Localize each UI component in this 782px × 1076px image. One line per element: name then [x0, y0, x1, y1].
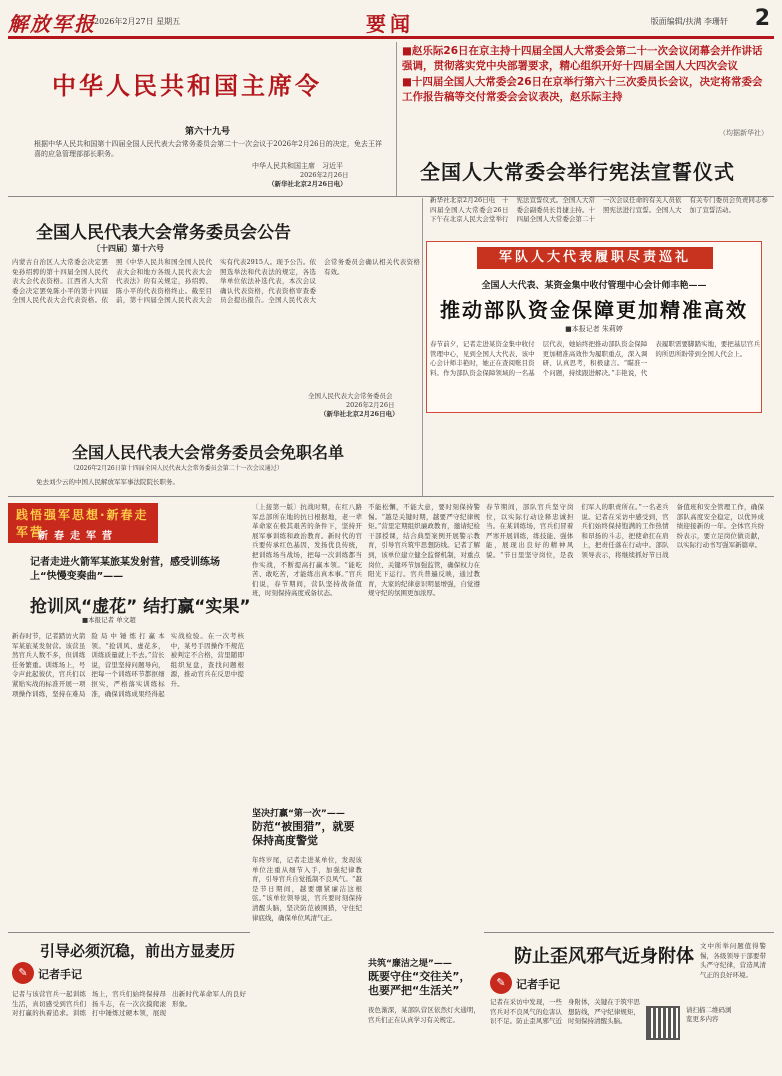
right-column-lower: 春节期间，部队官兵坚守岗位，以实际行动诠释忠诚担当。在某训练场，官兵们冒着严寒开展训练，练技能、强体能，展现出良好的精神风貌。“节日里坚守岗位，是我们军人的职责所在。”一名老兵说。记者在采访中感受到，官兵们始终保持饱满的工作热情和昂扬的斗志，把使命扛在肩上，把责任落在行动中。部队领导表示，将继续抓好节日战备值班和安全管理工作，确保部队高度安全稳定，以优异成绩迎接新的一年。全体官兵纷纷表示，要立足岗位做贡献，以实际行动书写强军新篇章。 — [486, 503, 764, 559]
bottom-right-body-2: 文中所举问题值得警惕，各级领导干部要带头严守纪律，营造风清气正的良好环境。 — [700, 942, 766, 979]
soldier-banner — [8, 503, 158, 543]
xinhua-note: （均据新华社） — [719, 129, 768, 137]
military-title: 推动部队资金保障更加精准高效 — [440, 298, 748, 322]
side-headline-1: 防范“被围猎”，就要保持高度警觉 — [252, 820, 355, 847]
decree-body: 根据中华人民共和国第十四届全国人民代表大会常务委员会第二十一次会议于2026年2月26日的决定，免去王祥喜的应急管理部部长职务。 — [34, 140, 382, 158]
bottom-right-body: 记者在采访中发现，一些官兵对不良风气的危害认识不足。防止歪风邪气近身附体，关键在于筑牢思想防线，严守纪律规矩，时刻保持清醒头脑。 — [490, 998, 640, 1026]
announcement-issuer: 全国人民代表大会常务委员会 — [308, 392, 393, 400]
middle-column-1b: 年终岁尾，记者走进某单位，发现该单位注重从细节入手，加强纪律教育，引导官兵自觉抵制不良风气。“越是节日期间，越要绷紧廉洁这根弦。”该单位领导说，官兵要时刻保持清醒头脑，坚决防范被围猎，守住纪律底线，确保单位风清气正。 — [252, 856, 362, 922]
announcement-number: 〔十四届〕第十六号 — [92, 243, 164, 253]
middle-column-2: 不能松懈，不能大意，要时刻保持警惕。“越是关键时期，越要严守纪律规矩。”营里定期组织廉政教育，邀请纪检干部授课，结合典型案例开展警示教育，引导官兵筑牢思想防线。记者了解到，该单位建立健全监督机制，对重点岗位、关键环节加强监管，确保权力在阳光下运行。官兵普遍反映，通过教育，大家的纪律意识明显增强，自觉遵规守纪的氛围更加浓厚。 — [368, 503, 480, 598]
rule-mid — [8, 496, 774, 497]
issue-date: 2026年2月27日 星期五 — [94, 17, 181, 26]
decree-date: 2026年2月26日 — [300, 171, 349, 179]
announcement-source: （新华社北京2月26日电） — [320, 410, 399, 418]
decree-title: 中华人民共和国主席令 — [52, 72, 322, 100]
rule-vertical-mid — [422, 198, 423, 496]
writer-label-left: 记者手记 — [38, 968, 82, 981]
decree-number: 第六十九号 — [185, 127, 231, 137]
soldier-banner-sub: 新春走军营 — [38, 531, 118, 542]
headline-zhao-2: ■十四届全国人大常委会26日在京举行第六十三次委员长会议，决定将常委会工作报告稿等交付常委会会议表决，赵乐际主持 — [402, 76, 763, 103]
constitution-headline: 全国人大常委会举行宪法宣誓仪式 — [420, 160, 735, 184]
rule-vertical-top — [396, 42, 397, 196]
soldier-body: 新春时节，记者踏访火箭军某旅某发射营。该营虽然官兵人数不多，但训练任务繁重。训练场上，号令声此起彼伏，官兵们以紧贴实战的标准开展一项项操作训练，坚持在难局险局中锤炼打赢本领。“抢训风、虚花多，训练质量就上不去。”营长说，营里坚持问题导向，把每一个训练环节都抠细抠实，严格落实训练标准，确保训练成果经得起实战检验。在一次考核中，某号手因操作不规范被判定不合格，营里随即组织复盘，查找问题根源，推动官兵在反思中提升。 — [12, 632, 244, 698]
side-subhead-1: 坚决打赢“第一次”—— — [252, 809, 345, 819]
military-body: 春节前夕，记者走进某资金集中收付管理中心，见到全国人大代表、该中心会计师丰艳时，她正在查阅账目资料。作为部队资金保障领域的一名基层代表，她始终把推动部队资金保障更加精准高效作为履职重点，深入调研、认真思考，积极建言。“瞄准一个问题，持续跟进解决。”丰艳说，代表履职需要脚踏实地，要把基层官兵的所思所盼带到全国人代会上。 — [430, 340, 760, 377]
removal-body: 免去刘少云的中国人民解放军军事法院院长职务。 — [36, 478, 179, 486]
soldier-intro: 记者走进火箭军某旅某发射营，感受训练场上“快慢变奏曲”—— — [30, 557, 220, 582]
newspaper-logo: 解放军报 — [8, 12, 96, 36]
headline-zhao-1: ■赵乐际26日在京主持十四届全国人大常委会第二十一次会议闭幕会并作讲话强调，贯彻落实党中央部署要求，精心组织开好十四届全国人大四次会议 — [402, 45, 763, 72]
middle-column-2b: 夜色渐深，某部队营区依然灯火通明，官兵们正在认真学习有关规定。 — [368, 1006, 480, 1024]
pen-icon-right: ✎ — [490, 972, 512, 994]
masthead — [8, 6, 774, 36]
military-subtitle: 全国人大代表、某资金集中收付管理中心会计师丰艳—— — [481, 281, 707, 291]
constitution-body: 新华社北京2月26日电 十四届全国人大常委会26日下午在北京人民大会堂举行宪法宣誓仪式。全国人大常委会副委员长肖捷主持。十四届全国人大常委会第二十一次会议任命的有关人员依照宪法进行宣誓。全国人大有关专门委员会负责同志参加了宣誓活动。 — [430, 196, 768, 224]
bottom-right-headline: 防止歪风邪气近身附体 — [514, 946, 694, 967]
military-byline: ■本报记者 朱莉婷 — [565, 325, 623, 333]
bottom-left-body: 记者与该营官兵一起训练生活，真切感受到官兵们对打赢的执着追求。训练场上，官兵们始终保持昂扬斗志，在一次次摸爬滚打中锤炼过硬本领，展现出新时代革命军人的良好形象。 — [12, 990, 246, 1018]
soldier-banner-main: 践悟强军思想·新春走军营 — [16, 508, 149, 539]
page-editor: 版面编辑/扶满 李珊轩 — [650, 17, 728, 26]
announcement-body: 内蒙古自治区人大常委会决定罢免孙绍骋的第十四届全国人民代表大会代表资格。江西省人大常委会决定罢免陈小平的第十四届全国人民代表大会代表资格。依照《中华人民共和国全国人民代表大会和地方各级人民代表大会代表法》的有关规定，孙绍骋、陈小平的代表资格终止。截至目前，第十四届全国人民代表大会实有代表2915人。现予公告。依照选举法和代表法的规定，各选举单位依法补选代表，本次会议确认代表资格，代表资格审查委员会提出报告。全国人民代表大会常务委员会确认相关代表资格有效。 — [12, 258, 420, 305]
pen-icon: ✎ — [12, 962, 34, 984]
decree-signer: 中华人民共和国主席 习近平 — [252, 162, 343, 170]
top-headlines — [402, 44, 768, 106]
side-subhead-2: 共筑“廉洁之堤”—— — [368, 959, 452, 969]
military-banner: 军队人大代表履职尽责巡礼 — [477, 247, 713, 269]
rule-bottom — [8, 932, 250, 933]
rule-bottom-right — [484, 932, 774, 933]
decree-source: （新华社北京2月26日电） — [268, 180, 347, 188]
announcement-date: 2026年2月26日 — [346, 401, 395, 409]
soldier-title: 抢训风“虚花” 结打赢“实果” — [30, 597, 251, 617]
writer-label-right: 记者手记 — [516, 978, 560, 991]
bottom-left-headline: 引导必须沉稳，前出方显麦历 — [40, 942, 236, 960]
middle-column-1: 〔上接第一版〕抗战时期，在红八路军总部所在地的抗日根据地，老一辈革命家在极其艰苦的条件下，坚持开展军事训练和政治教育。新时代的官兵要传承红色基因，发扬优良传统，把训练场当战场，把每一次训练都当作实战，不断提高打赢本领。“能吃苦、敢吃苦，才能练出真本事。”官兵们说，春节期间，营队坚持战备值班，时刻保持高度戒备状态。 — [252, 503, 362, 598]
announcement-headline: 全国人民代表大会常务委员会公告 — [36, 223, 291, 243]
qr-code[interactable] — [646, 1006, 680, 1040]
page-number: 2 — [754, 6, 770, 31]
removal-subtitle: （2026年2月26日第十四届全国人民代表大会常务委员会第二十一次会议通过） — [70, 465, 283, 472]
qr-caption: 请扫描二维码浏览更多内容 — [686, 1006, 732, 1023]
side-headline-2: 既要守住“交往关”，也要严把“生活关” — [368, 970, 471, 997]
removal-headline: 全国人民代表大会常务委员会免职名单 — [72, 443, 345, 462]
section-title: 要闻 — [366, 12, 414, 36]
soldier-byline: ■本报记者 单文超 — [82, 616, 136, 624]
masthead-rule — [8, 36, 774, 39]
